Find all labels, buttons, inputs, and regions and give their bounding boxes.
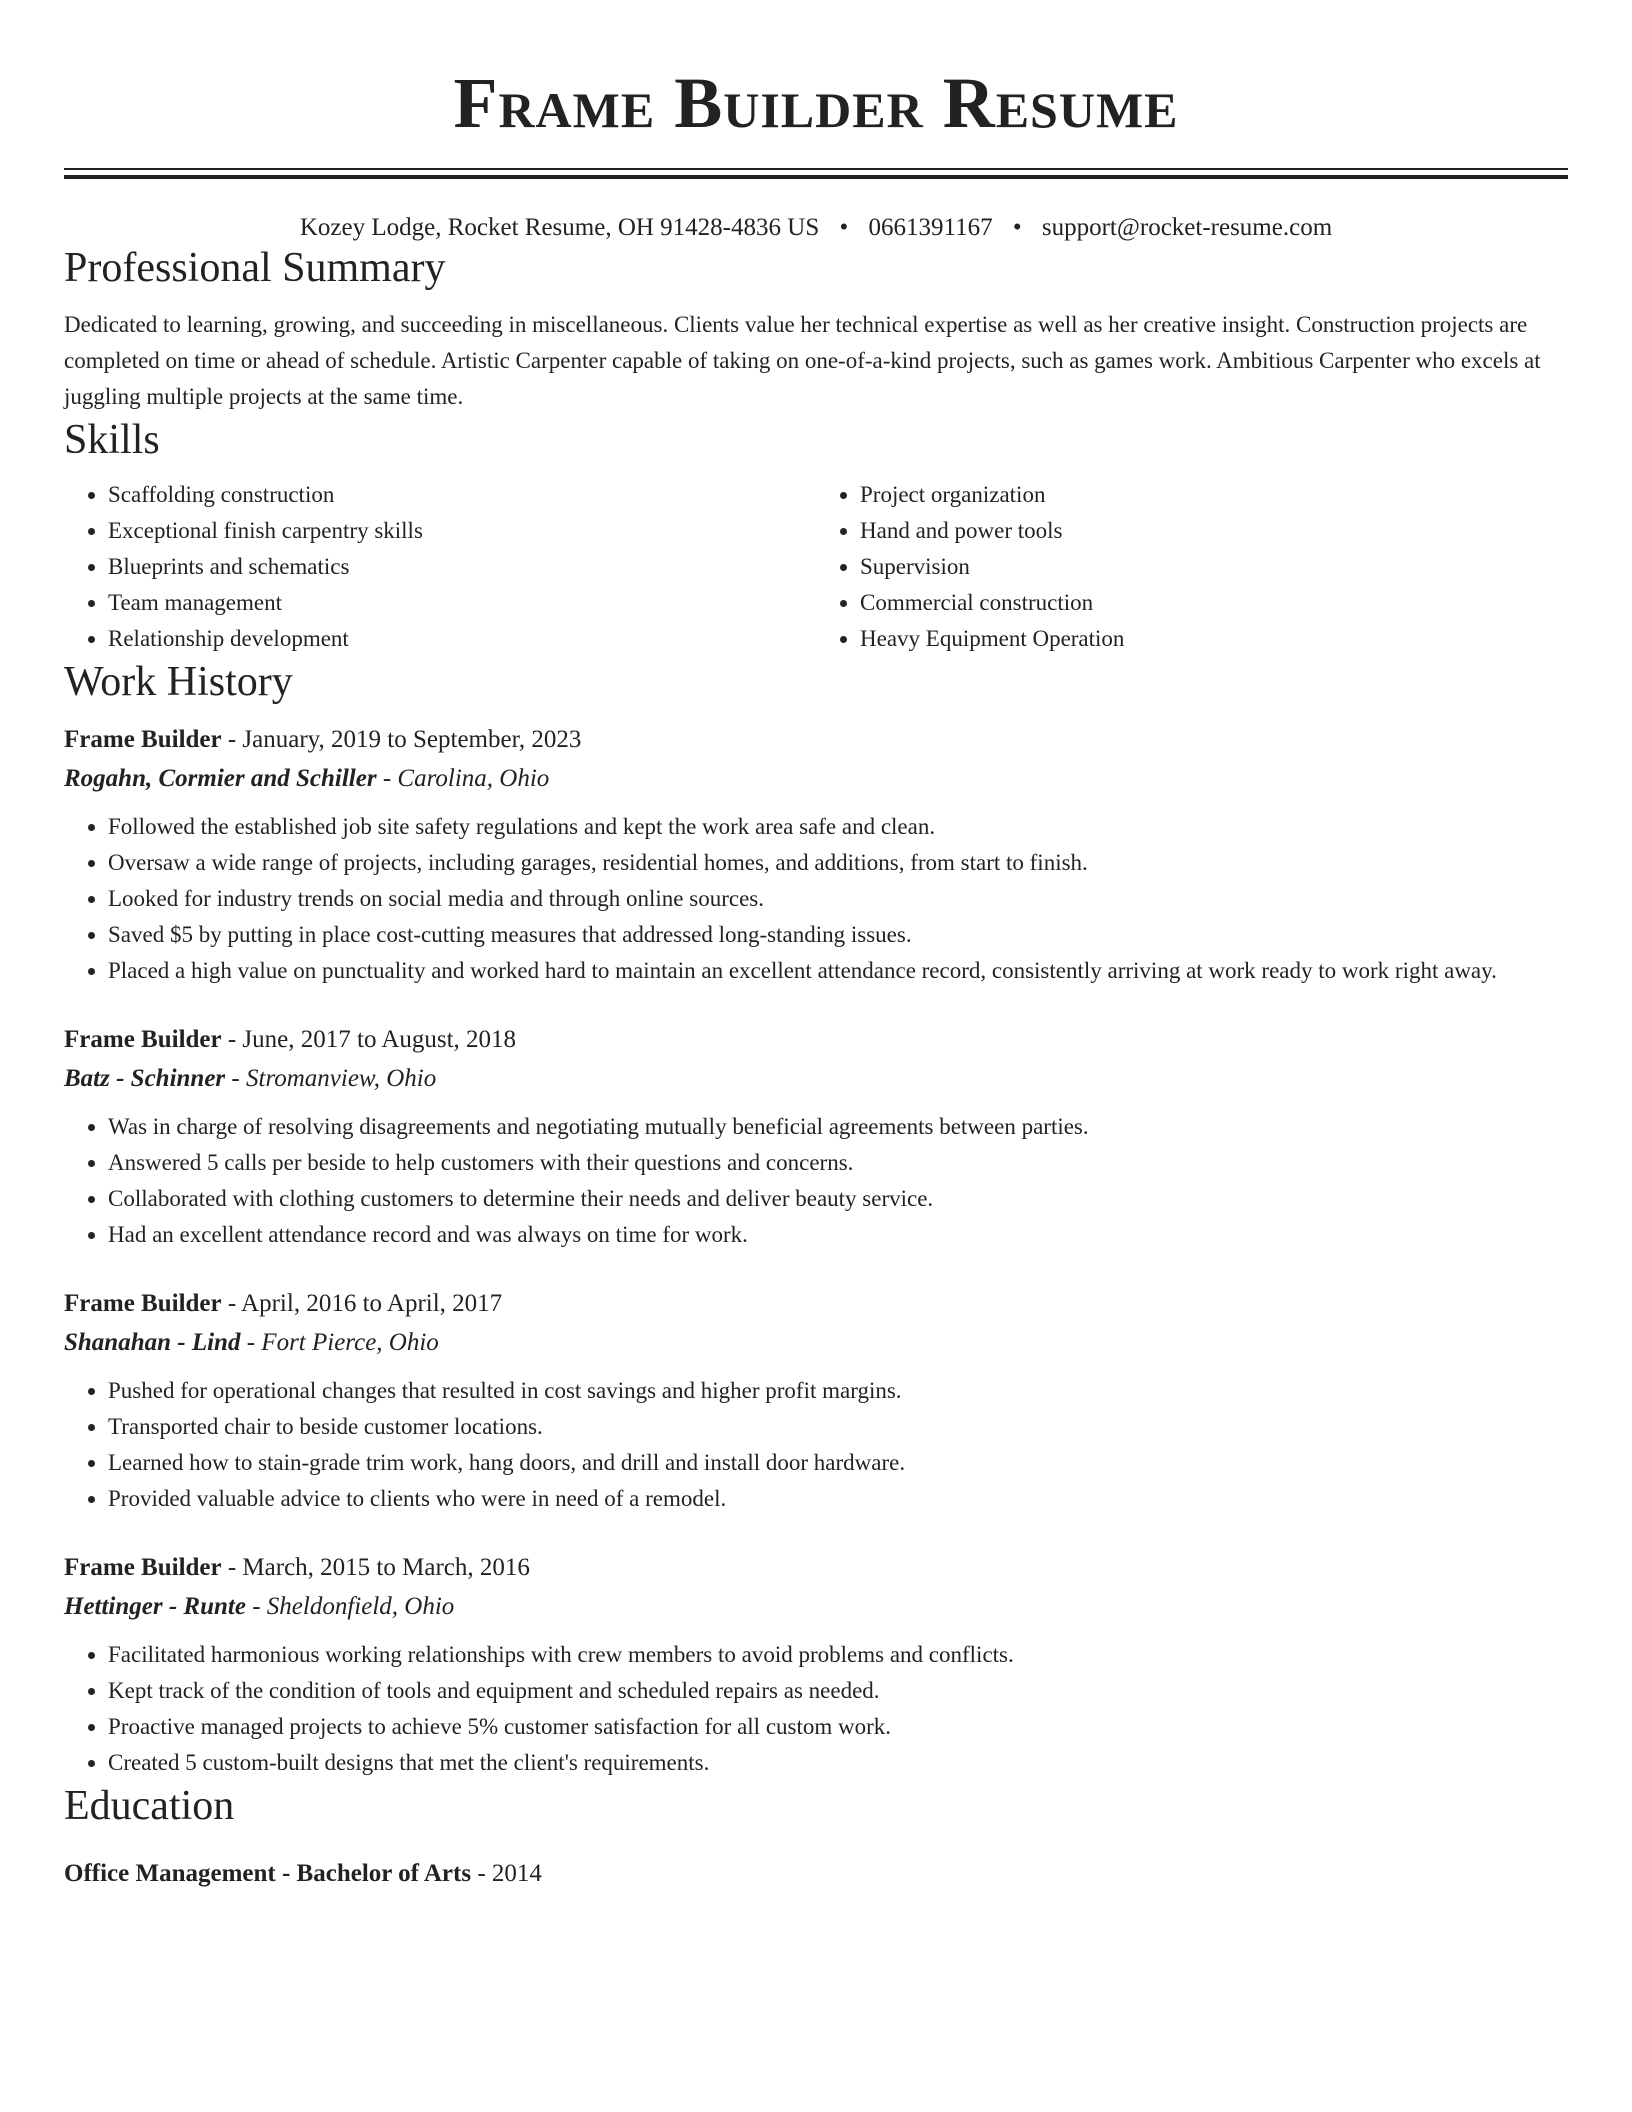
skill-item: • Heavy Equipment Operation	[860, 621, 1568, 657]
skills-column-left	[64, 477, 816, 657]
job-company: Hettinger - Runte	[64, 1593, 246, 1620]
skill-item: • Team management	[108, 585, 816, 621]
job-dates: - June, 2017 to August, 2018	[221, 1026, 517, 1053]
contact-address: Kozey Lodge, Rocket Resume, OH 91428-4836 US	[299, 214, 820, 241]
job-bullet: • Placed a high value on punctuality and worked hard to maintain an excellent attendance record, consistently arriving at work ready to work right away.	[108, 953, 1568, 989]
job-role: Frame Builder	[64, 726, 222, 753]
job-bullet: • Collaborated with clothing customers to determine their needs and deliver beauty service.	[108, 1181, 1568, 1217]
job-bullet: • Kept track of the condition of tools and equipment and scheduled repairs as needed.	[108, 1673, 1568, 1709]
job-title-line	[64, 1549, 1568, 1587]
job-bullet: • Learned how to stain-grade trim work, hang doors, and drill and install door hardware.	[108, 1445, 1568, 1481]
job-location: - Fort Pierce, Ohio	[240, 1329, 439, 1356]
job-title-line	[64, 1285, 1568, 1323]
job-bullet: • Answered 5 calls per beside to help customers with their questions and concerns.	[108, 1145, 1568, 1181]
job-entry	[64, 1285, 1568, 1517]
page-title: Frame Builder Resume	[453, 63, 1179, 143]
skills-list	[64, 477, 1568, 657]
job-bullets	[64, 1637, 1568, 1781]
skill-item: • Relationship development	[108, 621, 816, 657]
job-bullet: • Had an excellent attendance record and was always on time for work.	[108, 1217, 1568, 1253]
job-bullet: • Looked for industry trends on social media and through online sources.	[108, 881, 1568, 917]
job-company-line	[64, 759, 1568, 799]
contact-phone: 0661391167	[868, 214, 993, 241]
job-bullet: • Saved $5 by putting in place cost-cutting measures that addressed long-standing issues.	[108, 917, 1568, 953]
contact-info	[64, 213, 1568, 243]
job-dates: - January, 2019 to September, 2023	[221, 726, 582, 753]
job-bullets	[64, 809, 1568, 989]
job-company: Rogahn, Cormier and Schiller	[64, 765, 377, 792]
job-location: - Carolina, Ohio	[376, 765, 550, 792]
skill-item: • Scaffolding construction	[108, 477, 816, 513]
resume-page	[64, 0, 1568, 1891]
job-role: Frame Builder	[64, 1290, 222, 1317]
work-history-heading: Work History	[64, 659, 293, 705]
job-bullet: • Proactive managed projects to achieve 5% customer satisfaction for all custom work.	[108, 1709, 1568, 1745]
job-bullet: • Facilitated harmonious working relationships with crew members to avoid problems and conflicts.	[108, 1637, 1568, 1673]
job-bullet: • Was in charge of resolving disagreements and negotiating mutually beneficial agreements between parties.	[108, 1109, 1568, 1145]
job-dates: - April, 2016 to April, 2017	[221, 1290, 503, 1317]
job-bullet: • Followed the established job site safety regulations and kept the work area safe and clean.	[108, 809, 1568, 845]
skill-item: • Blueprints and schematics	[108, 549, 816, 585]
job-bullet: • Created 5 custom-built designs that met the client's requirements.	[108, 1745, 1568, 1781]
job-dates: - March, 2015 to March, 2016	[221, 1554, 530, 1581]
contact-separator: •	[1012, 214, 1022, 241]
education-degree: Office Management - Bachelor of Arts	[64, 1860, 472, 1887]
job-company: Batz - Schinner	[64, 1065, 226, 1092]
education-entry	[64, 1857, 1568, 1891]
job-company-line	[64, 1059, 1568, 1099]
job-entry	[64, 1021, 1568, 1253]
job-title-line	[64, 721, 1568, 759]
job-location: - Sheldonfield, Ohio	[245, 1593, 455, 1620]
skills-heading: Skills	[64, 417, 160, 463]
education-year: - 2014	[471, 1860, 542, 1887]
job-title-line	[64, 1021, 1568, 1059]
job-bullets	[64, 1373, 1568, 1517]
job-bullet: • Oversaw a wide range of projects, including garages, residential homes, and additions, from start to finish.	[108, 845, 1568, 881]
skills-column-right	[816, 477, 1568, 657]
skill-item: • Supervision	[860, 549, 1568, 585]
skill-item: • Hand and power tools	[860, 513, 1568, 549]
skill-item: • Commercial construction	[860, 585, 1568, 621]
job-entry	[64, 1549, 1568, 1781]
job-bullets	[64, 1109, 1568, 1253]
job-company: Shanahan - Lind	[64, 1329, 241, 1356]
job-entry	[64, 721, 1568, 989]
job-company-line	[64, 1323, 1568, 1363]
job-role: Frame Builder	[64, 1554, 222, 1581]
job-bullet: • Pushed for operational changes that resulted in cost savings and higher profit margins.	[108, 1373, 1568, 1409]
contact-email: support@rocket-resume.com	[1041, 214, 1333, 241]
summary-heading: Professional Summary	[64, 245, 446, 291]
job-location: - Stromanview, Ohio	[225, 1065, 437, 1092]
job-role: Frame Builder	[64, 1026, 222, 1053]
skill-item: • Project organization	[860, 477, 1568, 513]
skill-item: • Exceptional finish carpentry skills	[108, 513, 816, 549]
education-heading: Education	[64, 1783, 235, 1829]
job-company-line	[64, 1587, 1568, 1627]
contact-separator: •	[839, 214, 849, 241]
job-bullet: • Transported chair to beside customer locations.	[108, 1409, 1568, 1445]
title-divider	[64, 168, 1568, 179]
job-bullet: • Provided valuable advice to clients who were in need of a remodel.	[108, 1481, 1568, 1517]
summary-text: Dedicated to learning, growing, and succeeding in miscellaneous. Clients value her technical expertise as well as her creative insight. Construction projects are completed on time or ahead of schedule. Artistic Carpenter capable of taking on one-of-a-kind projects, such as games work. Ambitious Carpenter who excels at juggling multiple projects at the same time.	[64, 312, 1541, 409]
